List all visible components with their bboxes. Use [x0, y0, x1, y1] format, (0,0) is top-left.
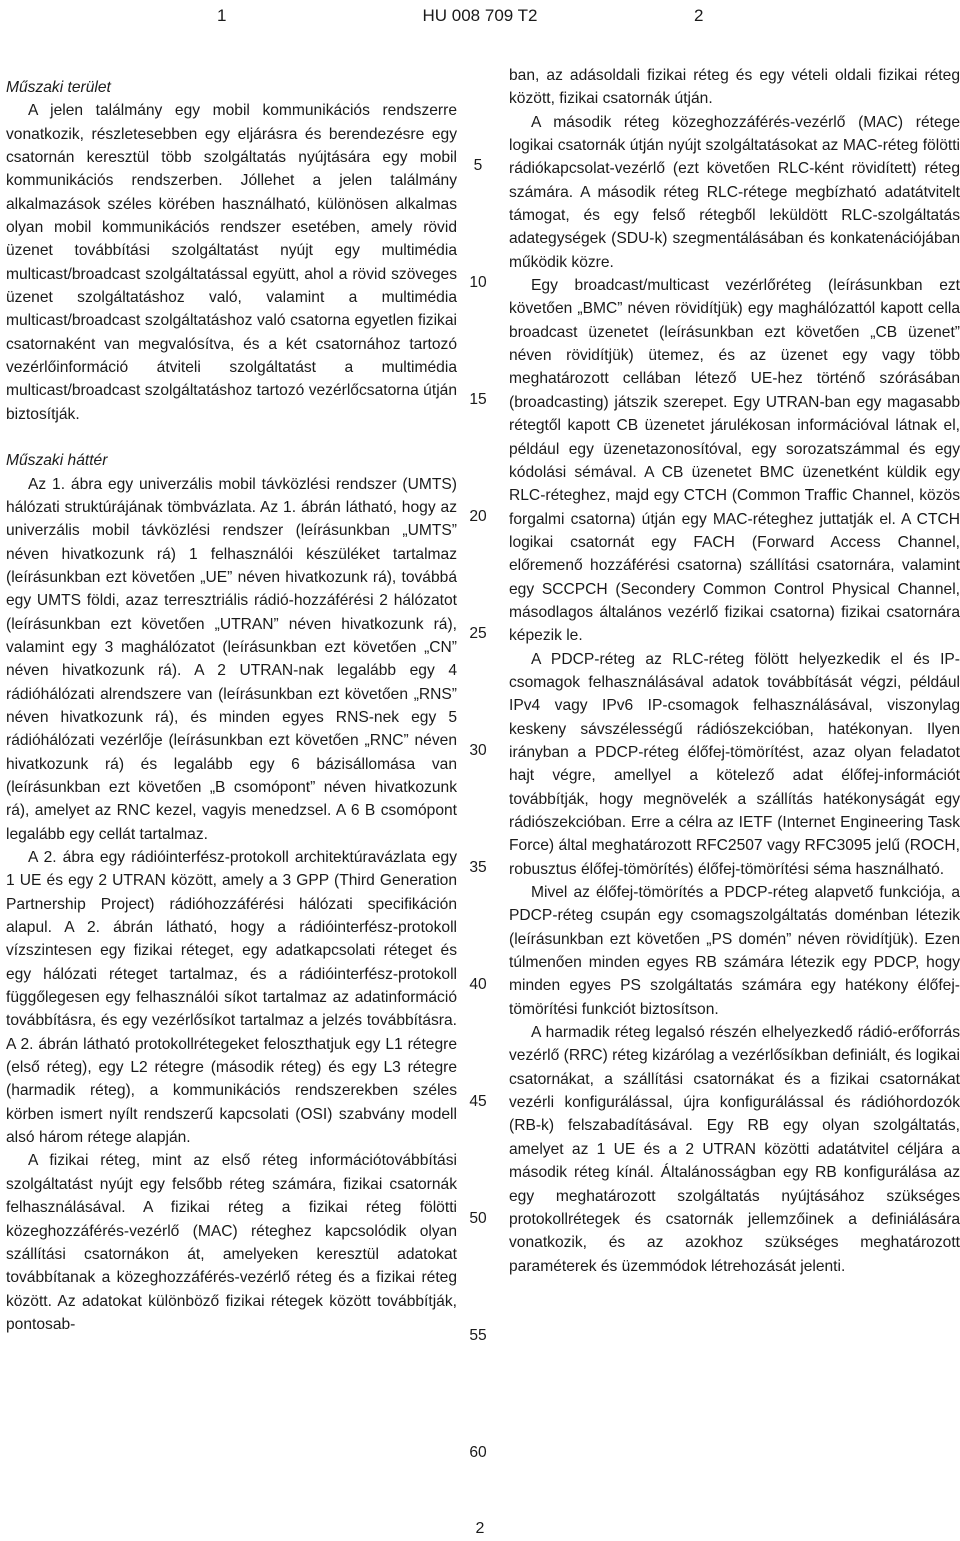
page-number-left: 1 — [217, 6, 227, 25]
paragraph: Egy broadcast/multicast vezérlőréteg (leírásunkban ezt követően „BMC” néven rövidítjük) egy maghálózattól kapott cella broadcast üzenetet (leírásunkban ezt követően „CB üzenet” néven rövidítjük) ütemez, és az üzenet egy vagy több meghatározott cellában létező UE-hez történő szórásában (broadcasting) játszik szerepet. Egy UTRAN-ban egy magasabb rétegtől kapott CB üzenetet járulékosan információval látnak el, például egy üzenetazonosítóval, egy sorozatszámmal és egy kódolási sémával. A CB üzenetet BMC üzenetként küldik egy RLC-réteghez, majd egy CTCH (Common Traffic Channel, közös forgalmi csatorna) útján egy MAC-réteghez juttatják el. A CTCH logikai csatornát egy FACH (Forward Access Channel, előremenő hozzáférési csatorna) szállítási csatornára, valamint egy SCCPCH (Secondery Common Control Physical Channel, másodlagos általános vezérlő fizikai csatorna) fizikai csatornára képezik le. — [509, 277, 960, 645]
line-number: 20 — [469, 508, 487, 525]
paragraph: A második réteg közeghozzáférés-vezérlő (MAC) rétege logikai csatornák útján nyújt szolgáltatásokat az MAC-réteg fölötti rádiókapcsolat-vezérlő (ezt követően RLC-ként rövidített) réteg számára. A második réteg RLC-rétege megbízható adatátvitelt támogat, és egy felső rétegből leküldött RLC-szolgáltatás adategységek (SDU-k) szegmentálásában és konkatenációjában működik közre. — [509, 113, 960, 271]
right-column — [509, 64, 960, 1278]
line-number: 10 — [469, 274, 487, 291]
paragraph: ban, az adásoldali fizikai réteg és egy vételi oldali fizikai réteg között, fizikai csatornák útján. — [509, 67, 960, 108]
line-number: 35 — [469, 859, 487, 876]
line-number: 55 — [469, 1327, 487, 1344]
paragraph: A fizikai réteg, mint az első réteg információtovábbítási szolgáltatást nyújt egy felsőbb réteg számára, fizikai csatornák felhasználásával. A fizikai réteg a fizikai réteg fölötti közeghozzáférés-vezérlő (MAC) réteghez kapcsolódik olyan szállítási csatornákon át, amelyeken keresztül adatokat továbbítanak a közeghozzáférés-vezérlő réteg és a fizikai réteg között. Az adatokat különböző fizikai rétegek között továbbítják, pontosab- — [6, 1152, 457, 1333]
paragraph: A jelen találmány egy mobil kommunikációs rendszerre vonatkozik, részletesebben egy eljárásra és berendezésre egy csatornán keresztül több szolgáltatás nyújtására egy mobil kommunikációs rendszerben. Jóllehet a jelen találmány alkalmazások széles körében használható, különösen alkalmas olyan mobil kommunikációs rendszer esetében, amely rövid üzenet továbbítási szolgáltatást nyújt egy multimédia multicast/broadcast szolgáltatással együtt, ahol a rövid szöveges üzenet szolgáltatáshoz való, valamint a multimédia multicast/broadcast szolgáltatáshoz való csatorna egyetlen fizikai csatornaként van megvalósítva, és a két csatornához tartozó vezérlőinformáció átviteli szolgáltatást a multimédia multicast/broadcast szolgáltatáshoz tartozó vezérlőcsatorna útján biztosítják. — [6, 102, 457, 423]
page-number-right: 2 — [694, 6, 704, 25]
paragraph: A harmadik réteg legalsó részén elhelyezkedő rádió-erőforrás vezérlő (RRC) réteg kizárólag a vezérlősíkban definiált, és logikai csatornákat, a szállítási csatornákat és a fizikai csatornákat vezérli konfigurálással, újra konfigurálással és rádióhordozók (RB-k) felszabadításával. Egy RB egy olyan szolgáltatás, amelyet az 1 UE és a 2 UTRAN közötti adatátvitel céljára a második réteg kínál. Általánosságban egy RB konfigurálása az egy meghatározott szolgáltatás nyújtásához szükséges protokollrétegek és csatornák jellemzőinek a definiálására vonatkozik, és az azokhoz szükséges meghatározott paraméterek és üzemmódok létrehozását jelenti. — [509, 1024, 960, 1275]
line-number: 25 — [469, 625, 487, 642]
line-number: 40 — [469, 976, 487, 993]
line-number: 5 — [473, 157, 483, 174]
paragraph: Mivel az élőfej-tömörítés a PDCP-réteg alapvető funkciója, a PDCP-réteg csupán egy csomagszolgáltatás doménban létezik (leírásunkban ezt követően „PS domén” néven rövidítjük). Ezen túlmenően minden egyes RB számára létezik egy PDCP, hogy minden egyes PS szolgáltatás számára egy hatékony élőfej-tömörítési funkciót biztosítson. — [509, 884, 960, 1018]
page-footer-number: 2 — [475, 1520, 485, 1537]
line-number: 45 — [469, 1093, 487, 1110]
paragraph: A 2. ábra egy rádióinterfész-protokoll architektúravázlata egy 1 UE és egy 2 UTRAN között, amely a 3 GPP (Third Generation Partnership Project) rádióhozzáférési hálózati specifikáción alapul. A 2. ábrán látható, hogy a rádióinterfész-protokoll vízszintesen egy fizikai réteget, egy adatkapcsolati réteget és egy hálózati réteget tartalmaz, és a rádióinterfész-protokoll függőlegesen egy felhasználói síkot tartalmaz az adatinformáció továbbításra, és egy vezérlősíkot tartalmaz a jelzés továbbításra. A 2. ábrán látható protokollrétegeket feloszthatjuk egy L1 rétegre (első réteg), egy L2 rétegre (második réteg) és egy L3 rétegre (harmadik réteg), a kommunikációs rendszerekben széles körben ismert nyílt rendszerű kapcsolati (OSI) szabvány modell alsó három rétege alapján. — [6, 849, 457, 1147]
line-number: 60 — [469, 1444, 487, 1461]
section-heading-technical-background: Műszaki háttér — [6, 452, 108, 470]
line-number: 50 — [469, 1210, 487, 1227]
document-number: HU 008 709 T2 — [422, 6, 538, 25]
left-column — [6, 64, 457, 1336]
section-heading-technical-field: Műszaki terület — [6, 79, 111, 96]
paragraph: Az 1. ábra egy univerzális mobil távközlési rendszer (UMTS) hálózati struktúrájának tömbvázlata. Az 1. ábrán látható, hogy az univerzális mobil távközlési rendszer (leírásunkban „UMTS” néven hivatkozunk rá) 1 felhasználói készüléket tartalmaz (leírásunkban ezt követően „UE” néven hivatkozunk rá), továbbá egy UMTS földi, azaz terresztriális rádió-hozzáférési 2 hálózatot (leírásunkban ezt követően „UTRAN” néven hivatkozunk rá), valamint egy 3 maghálózatot (leírásunkban ezt követően „CN” néven hivatkozunk rá). A 2 UTRAN-nak legalább egy 4 rádióhálózati alrendszere van (leírásunkban ezt követően „RNS” néven hivatkozunk rá), és minden egyes RNS-nek egy 5 rádióhálózati vezérlője (leírásunkban ezt követően „RNC” néven hivatkozunk rá) és legalább egy 6 bázisállomása van (leírásunkban ezt követően „B csomópont” néven hivatkozunk rá), amelyet az RNC kezel, vagyis menedzsel. A 6 B csomópont legalább egy cellát tartalmaz. — [6, 475, 457, 843]
line-number: 30 — [469, 742, 487, 759]
paragraph: A PDCP-réteg az RLC-réteg fölött helyezkedik el és IP-csomagok felhasználásával adatok továbbítását végzi, például IPv4 vagy IPv6 IP-csomagok felhasználásával, viszonylag keskeny sávszélességű rádiószekcióban, hatékonyan. Ilyen irányban a PDCP-réteg élőfej-tömörítést, azaz olyan feladatot hajt végre, amellyel a kötelező adat élőfej-információt továbbítják, hogy megnövelék a szállítás hatékonyságát egy rádiószekcióban. Erre a célra az IETF (Internet Engineering Task Force) által meghatározott RFC2507 vagy RFC3095 jelű (ROCH, robusztus élőfej-tömörítés) élőfej-tömörítési séma használható. — [509, 650, 960, 878]
line-number: 15 — [469, 391, 487, 408]
page-header — [0, 6, 960, 30]
